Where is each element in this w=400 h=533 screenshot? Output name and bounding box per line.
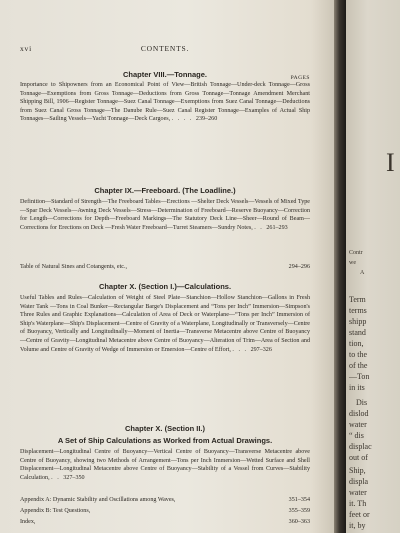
facing-fragment: water [349, 488, 367, 497]
facing-fragment: A [360, 270, 365, 276]
facing-fragment: terms [349, 306, 367, 315]
appendix-b-label: Appendix B: Test Questions, [20, 508, 91, 514]
chapter-10-section-2-subheading: A Set of Ship Calculations as Worked from Actual Drawings. [57, 436, 273, 445]
sines-table-label: Table of Natural Sines and Cotangents, etc., [20, 264, 128, 270]
facing-fragment: dislod [349, 409, 369, 418]
chapter-8-entry: Importance to Shipowners from an Economical Point of View—British Tonnage—Under-deck Tonnage—Gross Tonnage—Exemptions from Gross Tonnage—Deductions from Gross Tonnage—Tonnage Amendment Merchant Shipping Bill, 1906—Register Tonnage—Suez Canal Tonnage—Exemptions from Suez Canal Tonnage—Deductions from Suez Canal Gross Tonnage—The Danube Rule—Suez Canal Register Tonnage—Examples of Actual Ship Tonnages—Sailing Vessels—Yacht Tonnage—Deck Cargoes, . . . . 239–260 [20, 82, 310, 123]
chapter-10-section-1-heading: Chapter X. (Section I.)—Calculations. [98, 282, 232, 291]
chapter-10-section-1-contents: Useful Tables and Rules—Calculation of Weight of Steel Plate—Stanchion—Hollow Stanchion—Gallons in Fresh Water Tank —Tons in Coal Bunker—Rectangular Barge's Displacement and “Tons per Inch” Immersion—Simpson's Three Rules and Graphic Explanations—Calculation of Area of Deck or Waterplane—“Tons per Inch” Immersion of Ship's Waterplane—Ship's Displacement—Centre of Gravity of a Waterplane, Longitudinally or Transversely—Centre of Buoyancy, Vertically and Longitudinally—Moment of Inertia—Transverse Metacentre above Centre of Buoyancy—Centre of Gravity—Longitudinal Metacentre above Centre of Buoyancy—Alteration of Trim—Area of Section and Volume and Centre of Gravity of Wedge of Immersion or Emersion—Centre of Effort, [20, 295, 310, 353]
facing-fragment: of the [349, 361, 368, 370]
appendix-a-label: Appendix A: Dynamic Stability and Oscillations among Waves, [20, 497, 176, 503]
chapter-10-section-2-contents: Displacement—Longitudinal Centre of Buoyancy—Vertical Centre of Buoyancy—Transverse Metacentre above Centre of Buoyancy, showing two Methods of Arrangement—Tons per Inch Immersion—Wetted Surface and Shell Displacement—Longitudinal Metacentre above Centre of Buoyancy—Stability of a Vessel from Curves—Stability Calculation, [20, 449, 310, 481]
index-entry [20, 519, 310, 528]
chapter-10-section-1-pages: 297–326 [250, 346, 272, 353]
facing-fragment: out of [349, 453, 368, 462]
appendix-b-entry [20, 508, 310, 517]
chapter-10-section-2-heading: Chapter X. (Section II.) [124, 424, 205, 433]
facing-fragment: it. Th [349, 499, 367, 508]
chapter-10-section-2-pages: 327–350 [63, 474, 85, 481]
chapter-8-contents: Importance to Shipowners from an Economical Point of View—British Tonnage—Under-deck Tonnage—Gross Tonnage—Exemptions from Gross Tonnage—Deductions from Gross Tonnage—Tonnage Amendment Merchant Shipping Bill, 1906—Register Tonnage—Suez Canal Tonnage—Exemptions from Suez Canal Tonnage—Deductions from Suez Canal Gross Tonnage—The Danube Rule—Suez Canal Register Tonnage—Examples of Actual Ship Tonnages—Sailing Vessels—Yacht Tonnage—Deck Cargoes, [20, 82, 310, 123]
facing-fragment: Ship, [349, 466, 366, 475]
chapter-9-entry: Definition—Standard of Strength—The Freeboard Tables—Erections —Shelter Deck Vessels—Vessels of Mixed Type—Spar Deck Vessels—Awning Deck Vessels—Stress—Determination of Freeboard—Reserve Buoyancy—Correction for Length—Corrections for Depth—Freeboard Markings—The Statutory Deck Line—Sheer—Round of Beam—Corrections for Erections on Deck —Fresh Water Freeboard—Turret Steamers—Sundry Notes, . . 261–293 [20, 199, 310, 231]
chapter-8-heading: Chapter VIII.—Tonnage. [122, 70, 208, 79]
index-label: Index, [20, 519, 36, 525]
facing-fragment: stand [349, 328, 366, 337]
chapter-9-contents: Definition—Standard of Strength—The Freeboard Tables—Erections —Shelter Deck Vessels—Vessels of Mixed Type—Spar Deck Vessels—Awning Deck Vessels—Stress—Determination of Freeboard—Reserve Buoyancy—Correction for Length—Corrections for Depth—Freeboard Markings—The Statutory Deck Line—Sheer—Round of Beam—Corrections for Erections on Deck —Fresh Water Freeboard—Turret Steamers—Sundry Notes, [20, 199, 310, 231]
chapter-9-heading: Chapter IX.—Freeboard. (The Loadline.) [94, 186, 236, 195]
facing-fragment: “ dis [349, 431, 364, 440]
facing-fragment: displac [349, 442, 372, 451]
appendix-b-pages: 355–359 [288, 508, 310, 514]
facing-fragment: we [349, 260, 356, 266]
appendix-a-entry [20, 497, 310, 506]
facing-fragment: in its [349, 383, 365, 392]
facing-page [346, 0, 400, 533]
facing-fragment: displa [349, 477, 369, 486]
index-pages: 360–363 [288, 519, 310, 525]
chapter-10-section-2-entry: Displacement—Longitudinal Centre of Buoyancy—Vertical Centre of Buoyancy—Transverse Metacentre above Centre of Buoyancy, showing two Methods of Arrangement—Tons per Inch Immersion—Wetted Surface and Shell Displacement—Longitudinal Metacentre above Centre of Buoyancy—Stability of a Vessel from Curves—Stability Calculation, . . 327–350 [20, 449, 310, 481]
page-folio: xvi [20, 44, 32, 53]
book-gutter [334, 0, 346, 533]
chapter-8-pages: 239–260 [195, 116, 218, 123]
chapter-9-pages: 261–293 [266, 224, 288, 231]
pages-column-label: PAGES [290, 75, 310, 81]
facing-fragment: shipp [349, 317, 367, 326]
facing-fragment: —Ton [349, 372, 370, 381]
facing-fragment: tion, [349, 339, 364, 348]
sines-table-pages: 294–296 [288, 264, 310, 270]
running-title: CONTENTS. [140, 44, 190, 53]
facing-fragment: it, by [349, 521, 366, 530]
sines-table-entry [20, 264, 310, 273]
facing-page-initial: I [386, 148, 395, 177]
appendix-a-pages: 351–354 [288, 497, 310, 503]
facing-fragment: water [349, 420, 367, 429]
facing-fragment: Contr [349, 250, 363, 256]
chapter-10-section-1-entry: Useful Tables and Rules—Calculation of Weight of Steel Plate—Stanchion—Hollow Stanchion—Gallons in Fresh Water Tank —Tons in Coal Bunker—Rectangular Barge's Displacement and “Tons per Inch” Immersion—Simpson's Three Rules and Graphic Explanations—Calculation of Area of Deck or Waterplane—“Tons per Inch” Immersion of Ship's Waterplane—Ship's Displacement—Centre of Gravity of a Waterplane, Longitudinally or Transversely—Centre of Buoyancy, Vertically and Longitudinally—Moment of Inertia—Transverse Metacentre above Centre of Buoyancy—Centre of Gravity—Longitudinal Metacentre above Centre of Buoyancy—Alteration of Trim—Area of Section and Volume and Centre of Gravity of Wedge of Immersion or Emersion—Centre of Effort, . . . 297–326 [20, 295, 310, 353]
facing-fragment: Dis [356, 398, 368, 407]
facing-fragment: Term [349, 295, 366, 304]
facing-fragment: feet or [349, 510, 370, 519]
facing-fragment: to the [349, 350, 367, 359]
